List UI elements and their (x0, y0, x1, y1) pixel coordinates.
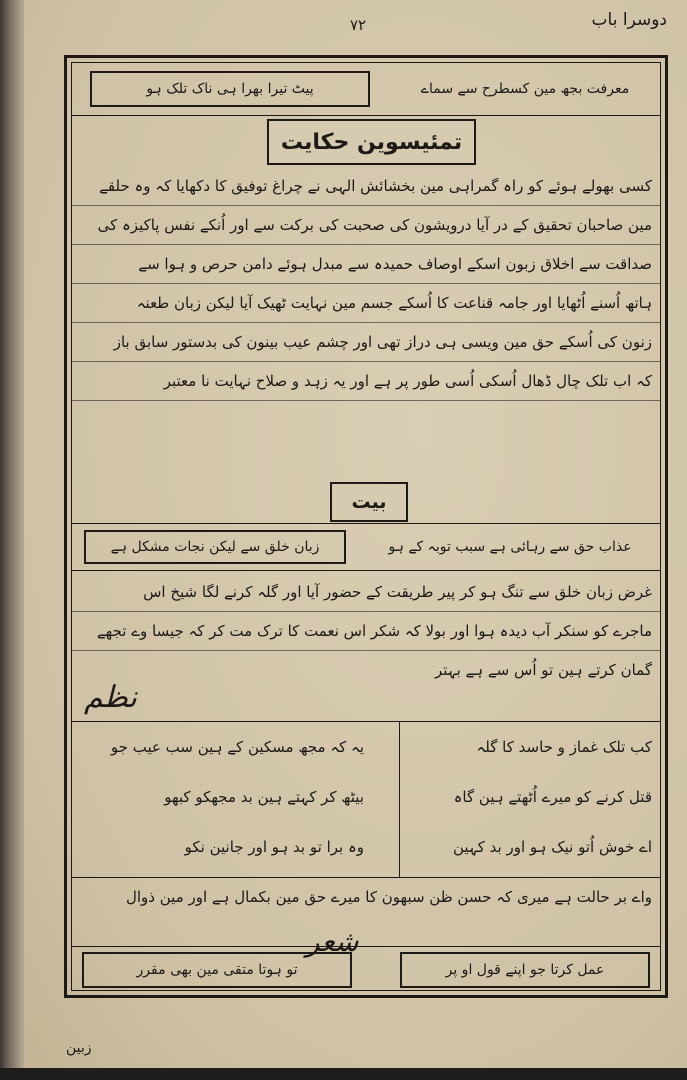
bait-row (72, 523, 660, 571)
shear-left: تو ہوتا متقی مین بھی مقرر (82, 952, 352, 988)
story-line: کہ اب تلک چال ڈھال اُسکی اُسی طور پر ہے اور یہ زہد و صلاح نہایت نا معتبر (72, 362, 660, 401)
manuscript-page (24, 0, 687, 1068)
nazm-right-line: کب تلک غماز و حاسد کا گلہ (476, 738, 652, 756)
bait-title: بیت (330, 482, 408, 522)
story-line: زنون کی اُسکے حق مین ویسی ہی دراز تھی اور چشم عیب بینون کی بدستور سابق باز (72, 323, 660, 362)
story-title: تمئیسوین حکایت (267, 119, 476, 165)
story2-line: غرض زبان خلق سے تنگ ہو کر پیر طریقت کے حضور آیا اور گلہ کرنے لگا شیخ اس (72, 573, 660, 612)
inner-frame (71, 62, 661, 991)
nazm-left-line: یہ کہ مجھ مسکین کے ہین سب عیب جو (110, 738, 364, 756)
page-number: ۷۲ (350, 16, 367, 34)
story2-paragraph (72, 573, 660, 689)
story-line: کسی بھولے ہوئے کو راہ گمراہی مین بخشائش الہی نے چراغ توفیق کا دکھایا کہ وہ حلقے (72, 167, 660, 206)
nazm-right-line: قتل کرنے کو میرے اُٹھتے ہین گاہ (453, 788, 652, 806)
story-line: مین صاحبان تحقیق کے در آیا درویشون کی صحبت کی برکت سے اور اُنکے نفس پاکیزہ کی (72, 206, 660, 245)
top-couplet-row (72, 63, 660, 116)
story-line: صداقت سے اخلاق زبون اسکے اوصاف حمیدہ سے مبدل ہوئے دامن حرص و ہوا سے (72, 245, 660, 284)
scan-bottom-edge (0, 1068, 687, 1080)
bait-left: زبان خلق سے لیکن نجات مشکل ہے (84, 530, 346, 564)
footer-catchword: زبین (66, 1040, 92, 1056)
shear-title: شعر (306, 925, 359, 958)
nazm-left-line: بیٹھ کر کہتے ہین بد مجھکو کبھو (164, 788, 364, 806)
chapter-heading: دوسرا باب (591, 10, 667, 30)
couplet-right: معرفت بجھ مین کسطرح سے سماے (420, 81, 630, 97)
story-line: ہاتھ اُسنے اُٹھایا اور جامہ قناعت کا اُسکے جسم مین نہایت ٹھیک آیا لیکن زبان طعنہ (72, 284, 660, 323)
shear-right: عمل کرتا جو اپنے قول او پر (400, 952, 650, 988)
bait-right: عذاب حق سے رہائی ہے سبب توبہ کے ہو (388, 539, 632, 555)
nazm-right-line: اے خوش اُتو نیک ہو اور بد کہین (453, 838, 652, 856)
shear-row (72, 946, 660, 993)
text-frame (64, 55, 668, 998)
nazm-right-column (399, 722, 660, 877)
nazm-left-line: وہ برا تو بد ہو اور جانین نکو (184, 838, 364, 856)
nazm-left-column (92, 722, 372, 877)
couplet-left: پیٹ تیرا بھرا ہی ناک تلک ہو (90, 71, 370, 107)
nazm-title: نظم (84, 680, 137, 715)
closing-paragraph (72, 878, 660, 916)
story2-line: ماجرے کو سنکر آب دیدہ ہوا اور بولا کہ شکر اس نعمت کا ترک مت کر کہ جیسا وے تجھے (72, 612, 660, 651)
story2-line: گمان کرتے ہین تو اُس سے ہے بہتر (435, 661, 652, 679)
nazm-block (72, 721, 660, 878)
story-paragraph (72, 167, 660, 401)
closing-line: واے بر حالت ہے میری کہ حسن ظن سبھون کا میرے حق مین بکمال ہے اور مین ذوال (125, 888, 652, 906)
